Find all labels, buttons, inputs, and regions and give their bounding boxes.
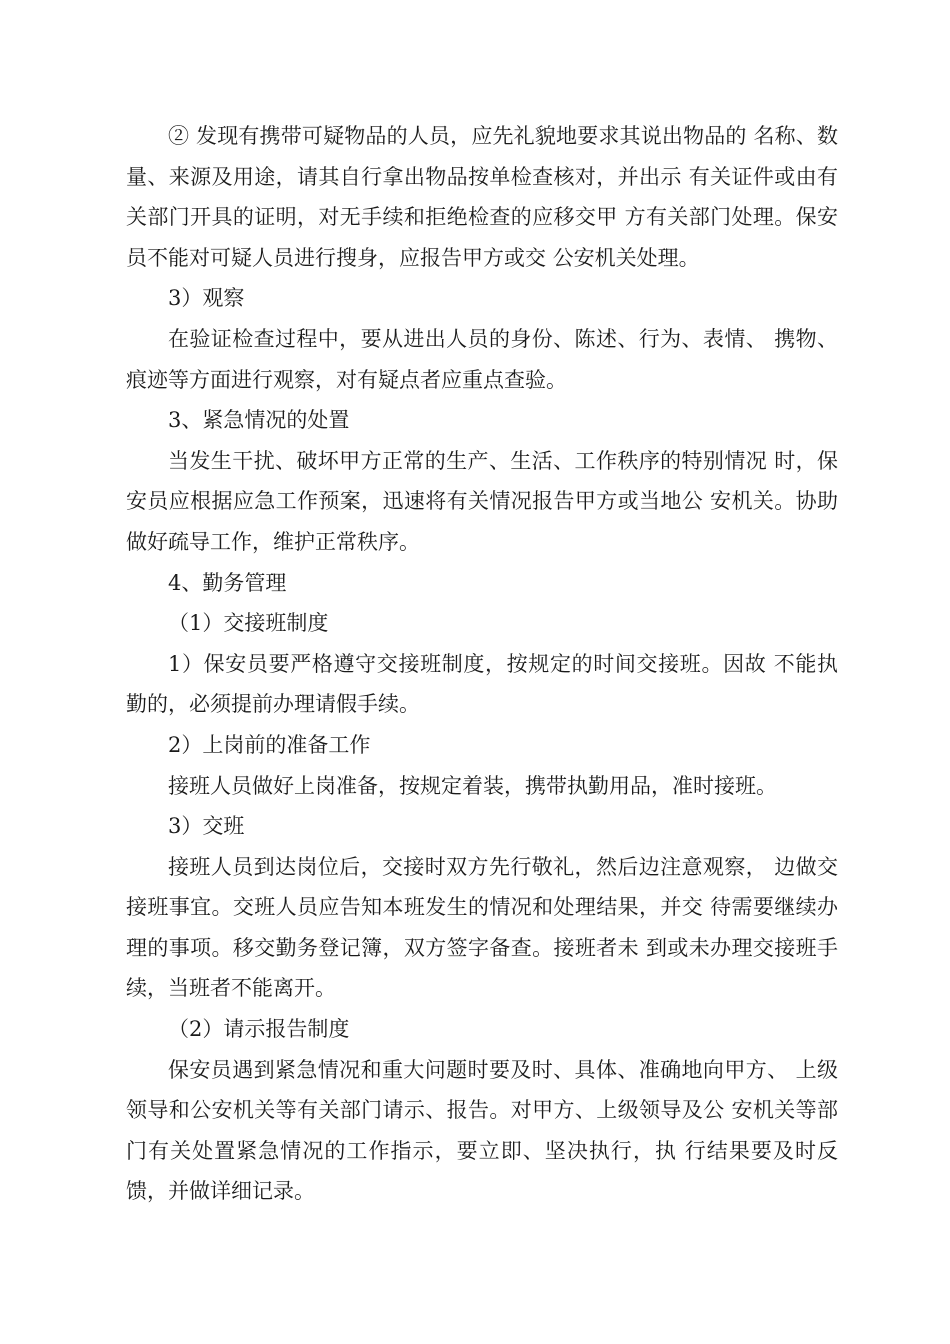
subheading-reporting-system: （2）请示报告制度	[168, 1017, 350, 1042]
heading-observation: 3）观察	[168, 286, 245, 311]
paragraph-observation: 在验证检查过程中，要从进出人员的身份、陈述、行为、表情、 携物、痕迹等方面进行观察，对有疑点者应重点查验。	[126, 326, 838, 392]
paragraph-suspicious-items: ② 发现有携带可疑物品的人员，应先礼貌地要求其说出物品的 名称、数量、来源及用途，请其自行拿出物品按单检查核对，并出示 有关证件或由有关部门开具的证明，对无手续和拒绝检查的应移交甲 方有关部门处理。保安员不能对可疑人员进行搜身，应报告甲方或交 公安机关处理。	[126, 124, 838, 270]
paragraph-reporting-system: 保安员遇到紧急情况和重大问题时要及时、具体、准确地向甲方、 上级领导和公安机关等有关部门请示、报告。对甲方、上级领导及公 安机关等部门有关处置紧急情况的工作指示，要立即、坚决执行，执 行结果要及时反馈，并做详细记录。	[126, 1057, 838, 1204]
subheading-shift-handover: （1）交接班制度	[168, 611, 329, 636]
heading-pre-duty-preparation: 2）上岗前的准备工作	[168, 732, 371, 757]
heading-duty-management: 4、勤务管理	[168, 570, 287, 595]
document-body	[126, 116, 838, 1212]
paragraph-handover: 接班人员到达岗位后，交接时双方先行敬礼，然后边注意观察， 边做交接班事宜。交班人员应告知本班发生的情况和处理结果，并交 待需要继续办理的事项。移交勤务登记簿，双方签字备查。接班者未 到或未办理交接班手续，当班者不能离开。	[126, 854, 838, 1001]
heading-handover: 3）交班	[168, 814, 245, 839]
heading-emergency-handling: 3、紧急情况的处置	[168, 408, 350, 433]
paragraph-emergency-handling: 当发生干扰、破坏甲方正常的生产、生活、工作秩序的特别情况 时，保安员应根据应急工作预案，迅速将有关情况报告甲方或当地公 安机关。协助做好疏导工作，维护正常秩序。	[126, 448, 838, 554]
paragraph-handover-rules: 1）保安员要严格遵守交接班制度，按规定的时间交接班。因故 不能执勤的，必须提前办理请假手续。	[126, 651, 838, 717]
paragraph-pre-duty-preparation: 接班人员做好上岗准备，按规定着装，携带执勤用品，准时接班。	[168, 773, 777, 798]
